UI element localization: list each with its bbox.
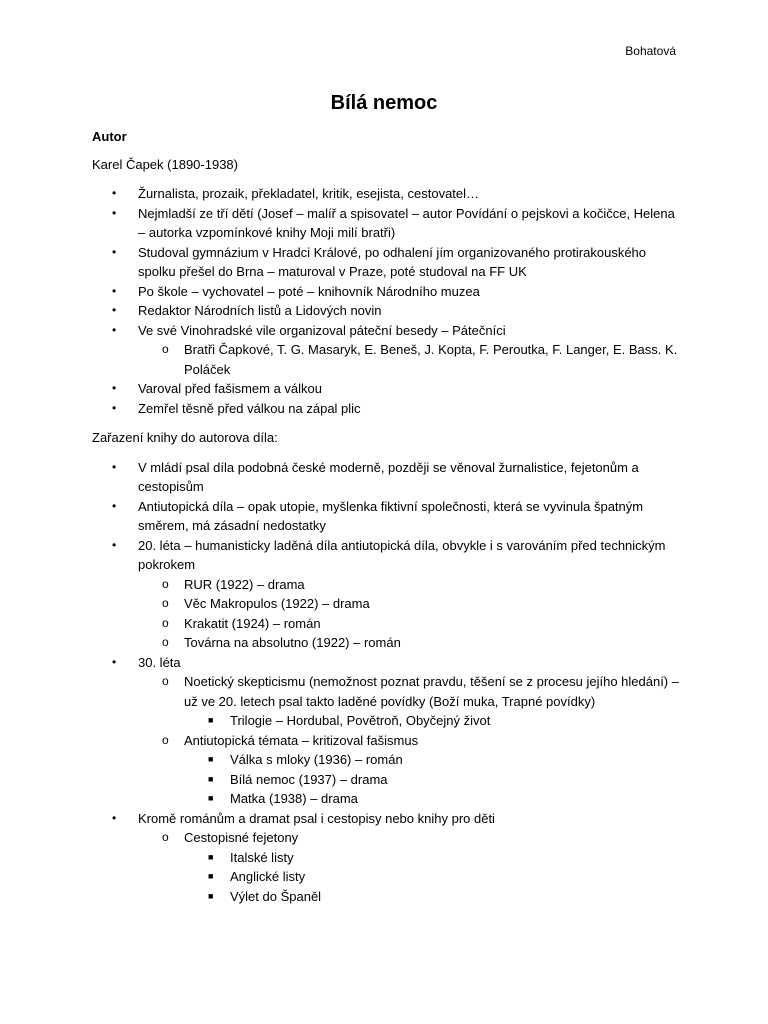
list-item-text: 20. léta – humanisticky laděná díla antiutopická díla, obvykle i s varováním před technickým pokrokem — [138, 537, 666, 572]
list-item-level-3 — [184, 789, 682, 809]
section-heading-work: Zařazení knihy do autorova díla: — [92, 430, 278, 445]
page-title: Bílá nemoc — [330, 92, 438, 114]
list-item-text: Anglické listy — [230, 869, 306, 884]
nested-list — [184, 750, 682, 809]
bullet-marker-icon: • — [112, 810, 117, 825]
nested-list — [138, 828, 682, 906]
bullet-marker-icon: • — [112, 537, 117, 552]
bullet-marker-icon: o — [162, 615, 169, 630]
list-item-level-2 — [138, 828, 682, 906]
bullet-marker-icon: • — [112, 498, 117, 513]
nested-list — [184, 711, 682, 731]
list-item-level-2 — [138, 672, 682, 731]
list-item-level-1 — [92, 536, 682, 653]
bullet-marker-icon: • — [112, 244, 117, 259]
list-item-level-2 — [138, 633, 682, 653]
list-item-level-3 — [184, 887, 682, 907]
list-item-level-1 — [92, 204, 682, 243]
list-item-level-3 — [184, 770, 682, 790]
list-item-text: Italské listy — [230, 849, 294, 865]
list-item-level-1 — [92, 184, 682, 204]
list-item-text: Studoval gymnázium v Hradci Králové, po odhalení jím organizovaného protirakouského spolku přešel do Brna – maturoval v Praze, poté studoval na FF UK — [138, 244, 647, 279]
bullet-marker-icon: • — [112, 322, 117, 337]
bullet-marker-icon: ■ — [208, 715, 214, 725]
list-item-level-3 — [184, 750, 682, 770]
list-item-text: Noetický skepticismu (nemožnost poznat pravdu, těšení se z procesu jejího hledání) – už ve 20. letech psal takto laděné povídky (Boží muka, Trapné povídky) — [184, 674, 679, 709]
list-item-text: Válka s mloky (1936) – román — [230, 752, 403, 767]
list-item-level-2 — [138, 614, 682, 634]
list-item-level-3 — [184, 848, 682, 868]
bullet-marker-icon: • — [112, 381, 117, 395]
bullet-marker-icon: ■ — [208, 851, 214, 862]
bullet-marker-icon: ■ — [208, 890, 214, 901]
list-item-text: Věc Makropulos (1922) – drama — [184, 596, 370, 611]
list-item-text: Výlet do Španěl — [230, 888, 322, 904]
document-body — [92, 127, 682, 906]
bullet-marker-icon: • — [112, 654, 117, 669]
list-item-text: Krakatit (1924) – román — [184, 615, 321, 631]
list-item-level-2 — [138, 594, 682, 614]
list-item-text: Žurnalista, prozaik, překladatel, kritik, esejista, cestovatel… — [138, 186, 480, 201]
list-item-text: Zemřel těsně před válkou na zápal plic — [138, 400, 361, 416]
header-author-name: Bohatová — [625, 44, 676, 58]
list-item-text: 30. léta — [138, 654, 181, 670]
bullet-marker-icon: • — [112, 283, 117, 298]
list-item-text: Varoval před fašismem a válkou — [138, 381, 323, 396]
nested-list — [184, 848, 682, 907]
bullet-marker-icon: o — [162, 596, 169, 610]
list-item-level-1 — [92, 243, 682, 282]
bullet-marker-icon: • — [112, 186, 117, 200]
bullet-marker-icon: o — [162, 342, 169, 356]
bullet-marker-icon: • — [112, 459, 117, 474]
list-item-text: Bratři Čapkové, T. G. Masaryk, E. Beneš, J. Kopta, F. Peroutka, F. Langer, E. Bass. K. Poláček — [184, 342, 678, 377]
list-item-text: Nejmladší ze tří dětí (Josef – malíř a spisovatel – autor Povídání o pejskovi a kočičce, Helena – autorka vzpomínkové knihy Moji milí bratři) — [138, 205, 675, 240]
list-item-level-3 — [184, 867, 682, 887]
list-item-text: Cestopisné fejetony — [184, 830, 299, 845]
bullet-marker-icon: o — [162, 576, 169, 591]
section-heading-author: Autor — [92, 129, 127, 144]
list-item-text: RUR (1922) – drama — [184, 576, 305, 592]
bullet-marker-icon: o — [162, 674, 169, 688]
list-item-level-1 — [92, 282, 682, 302]
list-item-text: Kromě románům a dramat psal i cestopisy nebo knihy pro děti — [138, 810, 495, 826]
list-item-text: Ve své Vinohradské vile organizoval páteční besedy – Pátečníci — [138, 322, 506, 338]
nested-list — [138, 672, 682, 809]
work-bullet-list — [92, 458, 682, 907]
bullet-marker-icon: ■ — [208, 773, 214, 784]
list-item-text: Po škole – vychovatel – poté – knihovník Národního muzea — [138, 283, 480, 299]
list-item-level-2 — [138, 575, 682, 595]
list-item-level-2 — [138, 731, 682, 809]
nested-list — [138, 575, 682, 653]
bullet-marker-icon: o — [162, 635, 169, 649]
author-bullet-list — [92, 184, 682, 418]
author-name-line: Karel Čapek (1890-1938) — [92, 156, 238, 172]
list-item-level-3 — [184, 711, 682, 731]
list-item-text: Bílá nemoc (1937) – drama — [230, 771, 388, 787]
list-item-level-1 — [92, 301, 682, 321]
bullet-marker-icon: o — [162, 732, 169, 747]
bullet-marker-icon: ■ — [208, 793, 214, 803]
list-item-level-1 — [92, 321, 682, 380]
list-item-text: Trilogie – Hordubal, Povětroň, Obyčejný život — [230, 713, 491, 728]
list-item-level-1 — [92, 653, 682, 809]
bullet-marker-icon: o — [162, 830, 169, 844]
list-item-text: Antiutopická díla – opak utopie, myšlenka fiktivní společnosti, která se vyvinula špatným směrem, má zásadní nedostatky — [138, 498, 644, 533]
list-item-level-1 — [92, 809, 682, 907]
list-item-level-1 — [92, 379, 682, 399]
list-item-level-2 — [138, 340, 682, 379]
bullet-marker-icon: ■ — [208, 754, 214, 764]
list-item-text: Redaktor Národních listů a Lidových novin — [138, 303, 382, 318]
list-item-level-1 — [92, 458, 682, 497]
bullet-marker-icon: ■ — [208, 871, 214, 881]
list-item-level-1 — [92, 497, 682, 536]
bullet-marker-icon: • — [112, 400, 117, 415]
list-item-text: Antiutopická témata – kritizoval fašismus — [184, 732, 419, 748]
list-item-text: Matka (1938) – drama — [230, 791, 358, 806]
bullet-marker-icon: • — [112, 205, 117, 220]
list-item-level-1 — [92, 399, 682, 419]
nested-list — [138, 340, 682, 379]
list-item-text: Továrna na absolutno (1922) – román — [184, 635, 401, 650]
list-item-text: V mládí psal díla podobná české moderně, později se věnoval žurnalistice, fejetonům a cestopisům — [138, 459, 639, 494]
bullet-marker-icon: • — [112, 303, 117, 317]
